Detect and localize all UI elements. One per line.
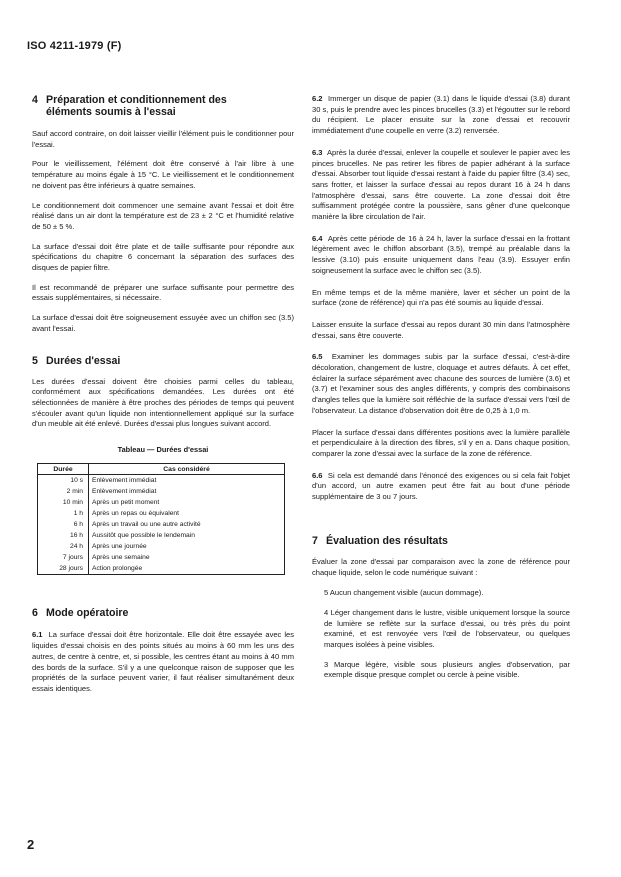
subsection-text: Après cette période de 16 à 24 h, laver la surface d'essai en la frottant légèrement avec le chiffon absorbant (3.5), trempé au préalable dans la lessive (3.10) puis ensuite uniquement dans l'eau (3.9). Essuyer enfin soigneusement la surface avec le chiffon sec (3.5). (312, 233, 570, 275)
subsection-text: Si cela est demandé dans l'énoncé des exigences ou si cela fait l'objet d'un accord, un autre examen peut être fait au bout d'une période supplémentaire de 3 ou 7 jours. (312, 470, 570, 502)
case-cell: Enlèvement immédiat (89, 486, 285, 497)
section-7-title: Évaluation des résultats (326, 534, 448, 547)
subsection-label: 6.4 (312, 233, 323, 243)
subsection-label: 6.1 (32, 630, 43, 640)
rating-code-3: 3 Marque légère, visible sous plusieurs angles d'observation, par exemple disque presque complet ou cercle à peine visible. (324, 659, 570, 680)
case-cell: Après une semaine (89, 552, 285, 563)
case-cell: Après un petit moment (89, 497, 285, 508)
section-4-paragraph-3: Le conditionnement doit commencer une semaine avant l'essai et doit être réalisé dans un air dont la température est de 23 ± 2 °C et l'humidité relative de 50 ± 5 %. (32, 200, 294, 231)
rating-code-5: 5 Aucun changement visible (aucun dommage). (324, 588, 484, 598)
section-6-4-paragraph-b: En même temps et de la même manière, laver et sécher un point de la surface (zone de référence) qui n'a pas été soumis au liquide d'essai. (312, 287, 570, 308)
duration-cell: 16 h (38, 530, 89, 541)
table-row (38, 497, 285, 508)
section-6-3-paragraph (312, 148, 570, 223)
section-5-number: 5 (32, 354, 38, 367)
page-number: 2 (27, 837, 35, 852)
table-row (38, 541, 285, 552)
subsection-label: 6.6 (312, 470, 323, 480)
table-title: Tableau — Durées d'essai (117, 445, 209, 455)
section-4-paragraph-5: Il est recommandé de préparer une surface suffisante pour permettre des essais supplémentaires, si nécessaire. (32, 282, 294, 303)
section-4-paragraph-6: La surface d'essai doit être soigneusement essuyée avec un chiffon sec (3.5) avant l'essai. (32, 313, 294, 333)
table-row (38, 563, 285, 575)
section-4-paragraph-4: La surface d'essai doit être plate et de taille suffisante pour répondre aux spécifications du chapitre 6 concernant la séparation des surfaces des disques de papier filtre. (32, 241, 294, 273)
duration-cell: 1 h (38, 508, 89, 519)
document-reference: ISO 4211-1979 (F) (27, 40, 122, 52)
subsection-text: Examiner les dommages subis par la surface d'essai, c'est-à-dire décoloration, changement de lustre, cloquage et autres défauts. À cet effet, éclairer la surface séparément avec chacune des sources de lumière (3.6) et (3.7) et l'examiner sous des angles différents, y compris des combinaisons d'angles telles que la lumière soit réfléchie de la surface d'essai vers l'œil de l'observateur. La distance d'observation doit être de 0,25 à 1,0 m. (312, 352, 570, 415)
table-row (38, 519, 285, 530)
section-6-4-paragraph (312, 234, 570, 277)
rating-code-4: 4 Léger changement dans le lustre, visible uniquement lorsque la source de lumière se reflète sur la surface d'essai, ou très près du point examiné, et est renvoyée vers l'œil de l'observateur, ou quelques marques isolées à peine visibles. (324, 607, 570, 650)
right-column (312, 94, 570, 681)
section-6-5-paragraph-b: Placer la surface d'essai dans différentes positions avec la lumière parallèle et perpendiculaire à la direction des fibres, s'il y en a. Dans chaque position, comparer la zone d'essai avec la surface de la zone de référence. (312, 427, 570, 458)
table-row (38, 486, 285, 497)
table-header-duration: Durée (38, 464, 89, 475)
table-row (38, 475, 285, 487)
section-6-1-paragraph (32, 630, 294, 694)
subsection-text: Après la durée d'essai, enlever la coupelle et soulever le papier avec les pinces brucelles. Ne pas retirer les fibres de papier adhérant à la surface d'essai. Absorber tout liquide d'essai restant à l'aide du papier filtre (3.4) sec, sans frotter, et laisser la surface d'essai au repos durant 16 à 24 h dans l'atmosphère d'essai, sans être couverte. La zone d'essai doit être suffisamment protégée contre la poussière, sans gêner d'une quelconque manière la libre circulation de l'air. (312, 147, 570, 222)
duration-cell: 24 h (38, 541, 89, 552)
case-cell: Après un travail ou une autre activité (89, 519, 285, 530)
section-7-paragraph-1: Évaluer la zone d'essai par comparaison avec la zone de référence pour chaque liquide, selon le code numérique suivant : (312, 556, 570, 577)
section-6-heading (32, 607, 294, 619)
duration-cell: 7 jours (38, 552, 89, 563)
case-cell: Enlèvement immédiat (89, 475, 285, 487)
section-4-paragraph-1: Sauf accord contraire, on doit laisser vieillir l'élément puis le conditionner pour l'essai. (32, 129, 294, 149)
duration-cell: 10 s (38, 475, 89, 487)
section-4-number: 4 (32, 94, 38, 106)
subsection-text: La surface d'essai doit être horizontale. Elle doit être essayée avec les liquides d'essai choisis en des points situés au moins à 60 mm les uns des autres, de centre à centre, et, si possible, les centres étant au moins à 40 mm des bords de la surface. S'il y a une quelconque raison de supposer que les propriétés de la surface peuvent varier, il faut réaliser simultanément deux essais identiques. (32, 630, 294, 693)
duration-cell: 10 min (38, 497, 89, 508)
section-6-title: Mode opératoire (46, 607, 129, 620)
case-cell: Action prolongée (89, 563, 285, 575)
section-5-heading (32, 355, 294, 367)
section-4-title-line2: éléments soumis à l'essai (46, 106, 176, 118)
case-cell: Aussitôt que possible le lendemain (89, 530, 285, 541)
table-row (38, 552, 285, 563)
case-cell: Après une journée (89, 541, 285, 552)
duration-cell: 6 h (38, 519, 89, 530)
duration-cell: 28 jours (38, 563, 89, 575)
section-6-6-paragraph (312, 471, 570, 503)
duration-cell: 2 min (38, 486, 89, 497)
section-6-5-paragraph (312, 352, 570, 416)
section-6-2-paragraph (312, 94, 570, 137)
subsection-label: 6.3 (312, 147, 323, 157)
case-cell: Après un repas ou équivalent (89, 508, 285, 519)
section-7-number: 7 (312, 534, 318, 547)
section-7-heading (312, 535, 570, 547)
subsection-text: Immerger un disque de papier (3.1) dans le liquide d'essai (3.8) durant 30 s, puis le prendre avec les pinces brucelles (3.3) et l'égoutter sur le rebord du récipient. Le placer ensuite sur la zone d'essai et recouvrir immédiatement d'une coupelle en verre (3.2) renversée. (312, 94, 571, 136)
section-4-title-line1: Préparation et conditionnement des (46, 94, 227, 106)
durations-table (37, 463, 285, 575)
section-5-paragraph-1: Les durées d'essai doivent être choisies parmi celles du tableau, conformément aux spécifications demandées. Les durées ont été sélectionnées de manière à être proches des périodes de temps qui peuvent s'écouler avant qu'un liquide non intentionnellement appliqué sur la surface d'un meuble ait été enlevé. Durées d'essai plus longues suivant accord. (32, 376, 294, 429)
left-column (32, 94, 294, 695)
table-header-row (38, 464, 285, 475)
section-4-paragraph-2: Pour le vieillissement, l'élément doit être conservé à l'air libre à une température au moins égale à 15 °C. Le vieillissement et le conditionnement ne doivent pas être inférieurs à quatre semaines. (32, 159, 294, 190)
section-5-title: Durées d'essai (46, 354, 121, 367)
section-6-4-paragraph-c: Laisser ensuite la surface d'essai au repos durant 30 min dans l'atmosphère d'essai, sans être couverte. (312, 319, 570, 340)
table-header-case: Cas considéré (89, 464, 285, 475)
table-row (38, 530, 285, 541)
section-6-number: 6 (32, 607, 38, 620)
table-row (38, 508, 285, 519)
subsection-label: 6.5 (312, 352, 323, 362)
subsection-label: 6.2 (312, 94, 323, 103)
section-4-heading (32, 94, 294, 118)
